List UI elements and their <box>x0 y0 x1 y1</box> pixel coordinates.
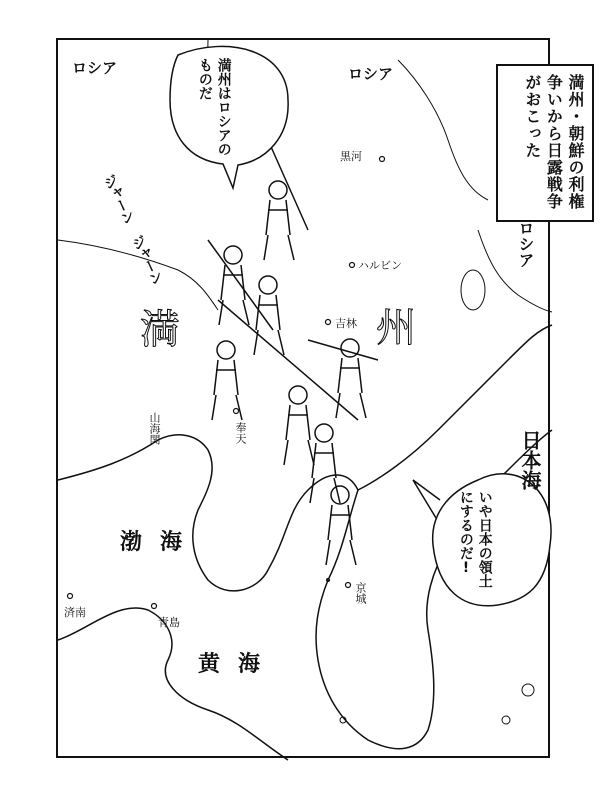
sound-effect: ジャーン ジャーン <box>99 172 165 288</box>
city-label-qingdao: 青島 <box>158 616 180 629</box>
city-label-keijo: 京城 <box>354 582 367 604</box>
city-label-jilin: 吉林 <box>335 317 357 330</box>
speech-japan: いや日本の領土にするのだ! <box>457 490 493 588</box>
map-drawing <box>58 40 552 760</box>
region-label-yellow-sea: 黄海 <box>198 652 279 677</box>
city-label-heihe: 黒河 <box>340 150 362 163</box>
region-label-bohai-sea: 渤海 <box>120 530 201 555</box>
city-label-shanhaiguan: 山海関 <box>148 412 161 445</box>
manga-panel <box>56 38 585 758</box>
region-label-sea-of-japan: 日本海 <box>518 430 542 490</box>
caption-text: 満州・朝鮮の利権争いから日露戦争がおこった <box>522 74 585 210</box>
region-label-russia-top-center: ロシア <box>348 65 394 83</box>
speech-russia: 満州はロシアのものだ <box>196 58 232 156</box>
city-label-harbin: ハルビン <box>358 259 402 272</box>
region-label-manchuria-left: 満 <box>140 307 180 353</box>
city-label-fengtian: 奉天 <box>234 422 247 444</box>
region-label-russia-top-left: ロシア <box>72 59 118 77</box>
region-label-manchuria-right: 州 <box>376 305 416 351</box>
region-label-russia-right: ロシア <box>516 220 535 268</box>
city-label-jinan: 済南 <box>64 606 86 619</box>
caption-box <box>496 64 594 222</box>
